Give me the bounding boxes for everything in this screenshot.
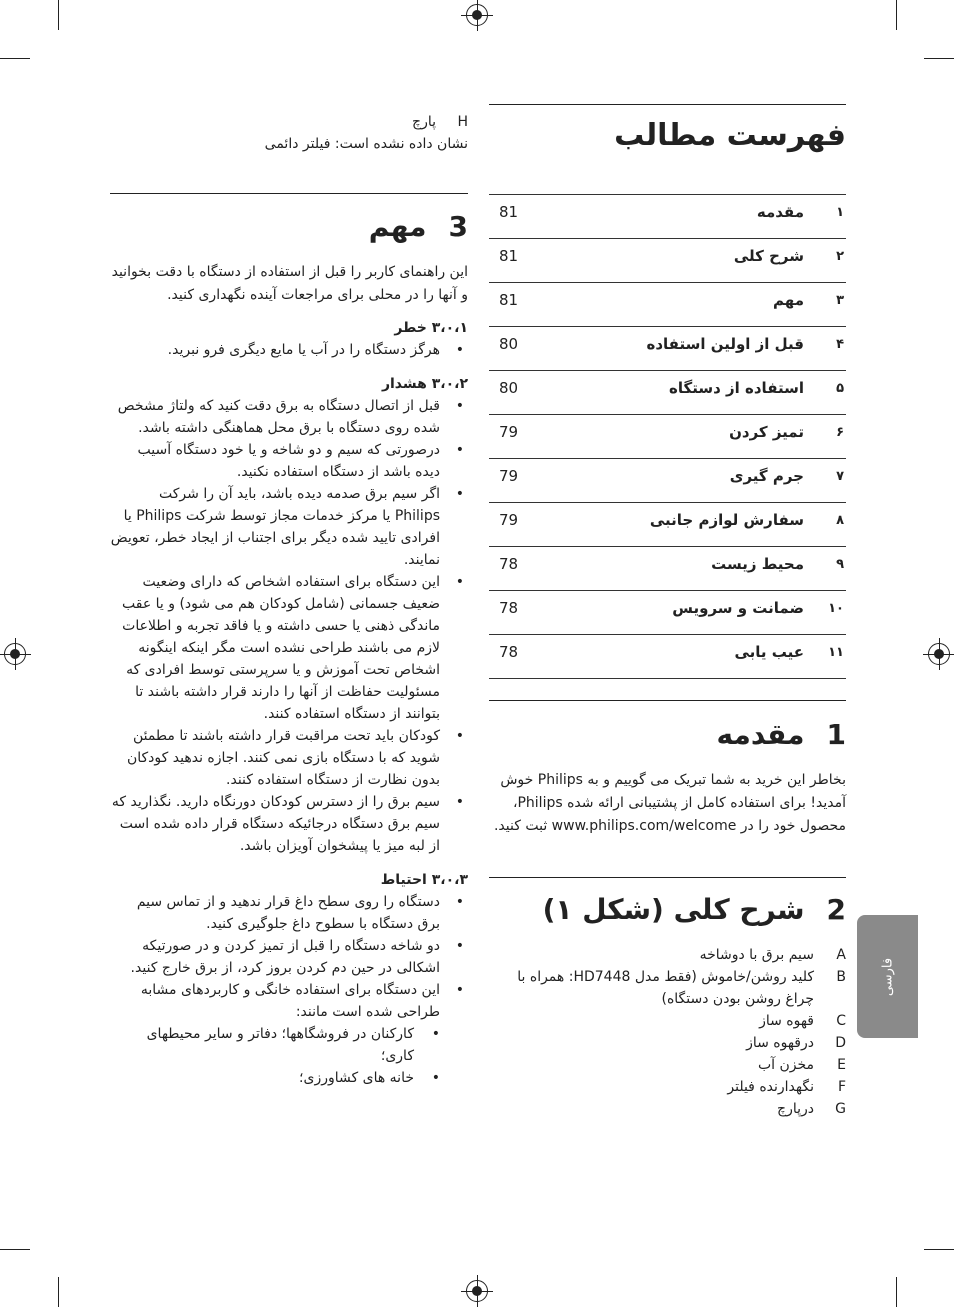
list-item: • کودکان باید تحت مراقبت قرار داشته باشند تا مطمئن شوید که با دستگاه بازی نمی کنند. اجازه ندهید کودکان بدون نظارت از دستگاه استفاده کنند. [110,725,468,791]
important-intro: این راهنمای کاربر را قبل از استفاده از دستگاه با دقت بخوانید و آنها را در محلی برای مراجعات آینده نگهداری کنید. [111,264,468,303]
crop-mark [0,58,30,59]
toc-row[interactable] [489,414,846,459]
not-shown-note: نشان داده نشده است: فیلتر دائمی [264,136,468,152]
toc-title: فهرست مطالب [614,118,846,153]
intro-title: مقدمه [716,718,805,751]
part-letter: C [836,1013,846,1029]
toc-top-rule [489,104,846,105]
part-row [489,1054,846,1076]
list-item: • خانه های کشاورزی؛ [110,1067,468,1089]
crop-mark [924,1249,954,1250]
toc-number: ٣ [836,293,844,308]
toc-item-title: عیب یابی [734,643,804,661]
toc-page-number: 79 [499,423,519,441]
toc-page-number: 79 [499,511,519,529]
crop-mark [58,0,59,30]
registration-mark-icon [928,643,950,665]
registration-mark-icon [466,4,488,26]
intro-section [489,718,846,838]
registration-mark-icon [466,1280,488,1302]
toc-page-number: 80 [499,335,519,353]
part-h-row [110,111,468,133]
toc-number: ۴ [836,337,844,352]
part-letter: G [835,1101,846,1117]
list-item: • اگر سیم برق صدمه دیده باشد، باید آن را شرکت Philips یا مرکز خدمات مجاز توسط شرکت Philips یا افرادی تایید شده دیگر برای اجتناب از ایجاد خطر، تعویض نمایند. [110,483,468,571]
toc-row[interactable] [489,326,846,371]
toc-item-title: سفارش لوازم جانبی [649,511,804,529]
overview-title: شرح کلی (شکل ۱) [542,893,805,926]
part-letter: A [836,947,846,963]
toc-page-number: 80 [499,379,519,397]
part-letter: B [836,969,846,985]
part-row [489,944,846,966]
part-label: سیم برق با دوشاخه [699,947,814,963]
toc-bottom-rule [489,678,846,679]
part-label: قهوه ساز [759,1013,814,1029]
toc-number: ٨ [836,513,844,528]
part-label: پارچ [412,114,436,130]
crop-mark [896,1277,897,1307]
part-label: درپارچ [777,1101,814,1117]
registration-mark-icon [4,643,26,665]
toc-row[interactable] [489,590,846,635]
list-item: • درصورتی که سیم و دو شاخه و یا خود دستگاه آسیب دیده باشد از دستگاه استفاده نکنید. [110,439,468,483]
toc-number: ۶ [836,425,844,440]
list-item: • این دستگاه برای استفاده اشخاص که دارای وضعیت ضعیف جسمانی (شامل کودکان هم می شود) و یا عقب ماندگی ذهنی یا حسی داشته و یا فاقد تجربه و اطلاعات لازم می باشند طراحی نشده است مگر اینکه اینگونه اشخاص تحت آموزش و یا سرپرستی توسط افرادی که مسئولیت حفاظت از آنها را دارند قرار داشته باشند تا بتوانند از دستگاه استفاده کنند. [110,571,468,725]
part-label: درقهوه ساز [746,1035,814,1051]
toc-page-number: 81 [499,247,519,265]
intro-heading [489,718,846,751]
part-row [489,1010,846,1032]
toc-item-title: ضمانت و سرویس [672,599,804,617]
toc-row[interactable] [489,194,846,239]
intro-number: 1 [826,718,846,751]
toc-heading [489,118,846,153]
warning-list [110,395,468,857]
important-title: مهم [368,210,427,243]
caution-list [110,891,468,1023]
toc-page-number: 78 [499,555,519,573]
part-label: کلید روشن/خاموش (فقط مدل HD7448: همراه با چراغ روشن بودن دستگاه) [517,969,814,1007]
toc-page-number: 78 [499,599,519,617]
important-section [110,210,468,1089]
language-tab-label: فارسی [880,957,895,996]
part-row [489,1098,846,1120]
intro-text: بخاطر این خرید به شما تبریک می گوییم و به Philips خوش آمدید! برای استفاده کامل از پشتیبانی ارائه شده Philips، محصول خود را در www.philips.com/welcome ثبت کنید. [493,772,846,834]
overview-list [489,944,846,1120]
part-letter: F [837,1079,846,1095]
overview-heading [489,893,846,926]
crop-mark [0,1249,30,1250]
toc-row[interactable] [489,634,846,679]
toc-number: ۵ [836,381,844,396]
toc-item-title: محیط زیست [711,555,804,573]
intro-rule [489,700,846,701]
toc-page-number: 81 [499,203,519,221]
warning-heading: ۳،۰،۲ هشدار [381,376,468,392]
list-item: • کارکنان در فروشگاهها؛ دفاتر و سایر محیطهای کاری؛ [110,1023,468,1067]
part-label: نگهدارنده فیلتر [727,1079,814,1095]
list-item: • دستگاه را روی سطح داغ قرار ندهید و از تماس سیم برق دستگاه با سطوح داغ جلوگیری کنید. [110,891,468,935]
toc-item-title: مقدمه [756,203,804,221]
toc-number: ١٠ [828,601,844,616]
toc-number: ١١ [828,645,844,660]
part-row [489,966,846,1010]
part-row [489,1076,846,1098]
list-item: • هرگز دستگاه را در آب یا مایع دیگری فرو نبرید. [110,339,468,361]
toc-number: ١ [836,205,844,220]
important-rule [110,193,468,194]
toc-row[interactable] [489,546,846,591]
toc-item-title: مهم [773,291,804,309]
toc-row[interactable] [489,370,846,415]
crop-mark [896,0,897,30]
toc-row[interactable] [489,238,846,283]
part-row [489,1032,846,1054]
toc-item-title: جرم گیری [729,467,804,485]
overview-rule [489,877,846,878]
caution-heading: ۳،۰،۳ احتیاط [380,872,468,888]
part-label: مخزن آب [757,1057,814,1073]
overview-number: 2 [826,893,846,926]
toc-table [489,194,846,680]
toc-number: ٢ [836,249,844,264]
toc-number: ٩ [836,557,844,572]
part-letter: H [457,114,468,130]
toc-item-title: تمیز کردن [729,423,804,441]
toc-row[interactable] [489,282,846,327]
caution-sub-list [110,1023,468,1089]
toc-row[interactable] [489,458,846,503]
crop-mark [924,58,954,59]
part-letter: D [835,1035,846,1051]
toc-page-number: 79 [499,467,519,485]
toc-item-title: شرح کلی [733,247,804,265]
crop-mark [58,1277,59,1307]
important-heading [110,210,468,243]
list-item: • این دستگاه برای استفاده خانگی و کاربردهای مشابه طراحی شده است مانند: [110,979,468,1023]
part-letter: E [837,1057,846,1073]
toc-page-number: 78 [499,643,519,661]
list-item: • دو شاخه دستگاه را قبل از تمیز کردن و در صورتیکه اشکالی در حین دم کردن بروز کرد، از برق خارج کنید. [110,935,468,979]
toc-row[interactable] [489,502,846,547]
language-tab [857,915,918,1038]
toc-item-title: قبل از اولین استفاده [646,335,804,353]
important-number: 3 [448,210,468,243]
list-item: • سیم برق را از دسترس کودکان دورنگاه دارید. نگذارید که سیم برق دستگاه درجائیکه دستگاه قرار داده شده است از لبه میز یا پیشخوان آویزان باشد. [110,791,468,857]
toc-number: ٧ [836,469,844,484]
left-top-block [110,111,468,156]
overview-section [489,893,846,1120]
list-item: • قبل از اتصال دستگاه به برق دقت کنید که ولتاژ مشخص شده روی دستگاه با برق محل هماهنگی داشته باشد. [110,395,468,439]
danger-list [110,339,468,361]
toc-page-number: 81 [499,291,519,309]
danger-heading: ۳،۰،۱ خطر [394,320,468,336]
toc-item-title: استفاده از دستگاه [669,379,804,397]
